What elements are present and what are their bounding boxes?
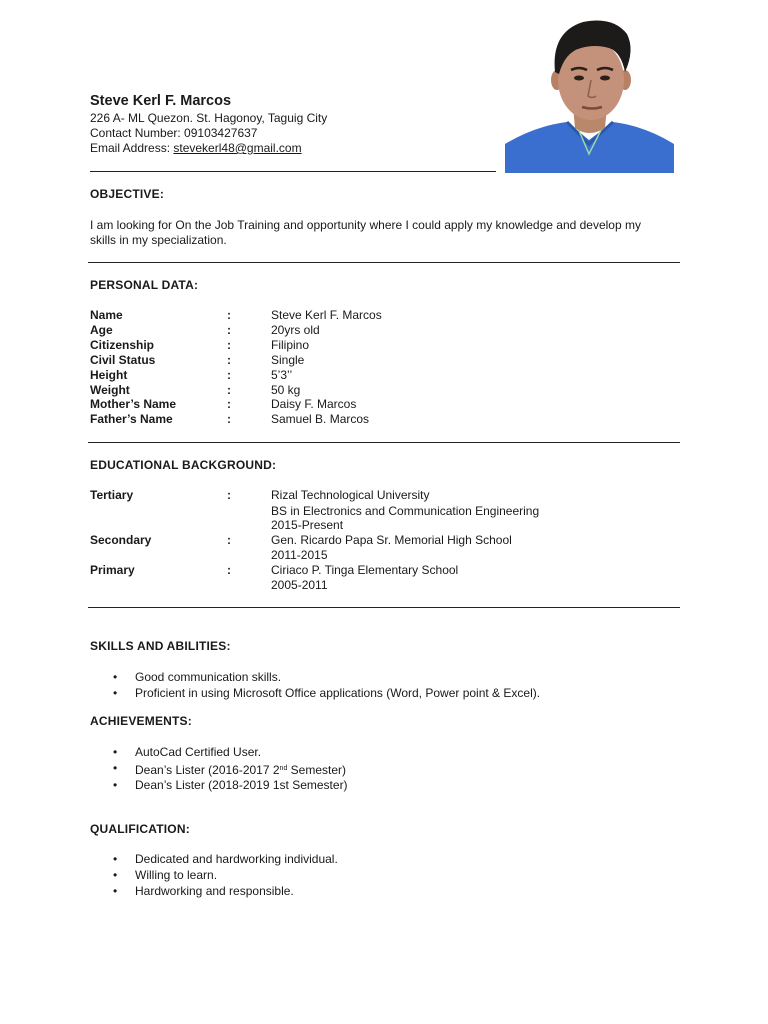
personal-divider (88, 442, 680, 443)
personal-data-title: PERSONAL DATA: (90, 278, 199, 292)
achievement-text (135, 761, 346, 778)
row-label: Age (90, 323, 113, 337)
row-value: Samuel B. Marcos (271, 412, 370, 426)
achievement-text: AutoCad Certified User. (135, 745, 262, 759)
qualification-title: QUALIFICATION: (90, 822, 190, 836)
row-label: Name (90, 308, 123, 322)
contact-line (90, 126, 257, 141)
tertiary-course: BS in Electronics and Communication Engineering (271, 504, 540, 518)
bullet-icon: • (113, 884, 118, 898)
row-colon: : (227, 412, 231, 426)
header-divider (90, 171, 496, 172)
skills-title: SKILLS AND ABILITIES: (90, 639, 231, 653)
objective-line-1: I am looking for On the Job Training and opportunity where I could apply my knowledge and develop my (90, 218, 641, 232)
profile-photo (505, 14, 674, 173)
row-colon: : (227, 533, 231, 547)
row-label: Primary (90, 563, 135, 577)
address-line: 226 A- ML Quezon. St. Hagonoy, Taguig City (90, 111, 328, 125)
row-label: Citizenship (90, 338, 155, 352)
row-value: 50 kg (271, 383, 301, 397)
applicant-name: Steve Kerl F. Marcos (90, 93, 232, 109)
row-colon: : (227, 383, 231, 397)
row-colon: : (227, 563, 231, 577)
skill-text: Proficient in using Microsoft Office applications (Word, Power point & Excel). (135, 686, 541, 700)
achievement-text-pre: Dean’s Lister (2016-2017 2 (135, 763, 280, 777)
row-label: Secondary (90, 533, 152, 547)
tertiary-years: 2015-Present (271, 518, 344, 532)
row-label: Mother’s Name (90, 397, 177, 411)
email-line (90, 141, 302, 156)
row-value: Single (271, 353, 305, 367)
achievements-title: ACHIEVEMENTS: (90, 714, 192, 728)
achievement-text-post: Semester) (287, 763, 347, 777)
row-colon: : (227, 397, 231, 411)
row-colon: : (227, 308, 231, 322)
email-label: Email Address: (90, 141, 174, 155)
bullet-icon: • (113, 778, 118, 792)
row-colon: : (227, 368, 231, 382)
primary-school: Ciriaco P. Tinga Elementary School (271, 563, 459, 577)
qualification-text: Dedicated and hardworking individual. (135, 852, 338, 866)
skill-text: Good communication skills. (135, 670, 282, 684)
bullet-icon: • (113, 670, 118, 684)
bullet-icon: • (113, 868, 118, 882)
row-value: Daisy F. Marcos (271, 397, 357, 411)
primary-years: 2005-2011 (271, 578, 328, 592)
row-colon: : (227, 323, 231, 337)
qualification-text: Hardworking and responsible. (135, 884, 294, 898)
row-value: Filipino (271, 338, 310, 352)
row-label: Father’s Name (90, 412, 173, 426)
qualification-text: Willing to learn. (135, 868, 218, 882)
education-title: EDUCATIONAL BACKGROUND: (90, 458, 277, 472)
bullet-icon: • (113, 852, 118, 866)
secondary-school: Gen. Ricardo Papa Sr. Memorial High School (271, 533, 512, 547)
email-link[interactable]: stevekerl48@gmail.com (173, 141, 302, 155)
row-value: Steve Kerl F. Marcos (271, 308, 382, 322)
row-label: Tertiary (90, 488, 134, 502)
education-divider (88, 607, 680, 608)
objective-text (90, 218, 680, 248)
objective-title: OBJECTIVE: (90, 187, 165, 201)
secondary-years: 2011-2015 (271, 548, 328, 562)
row-value: 20yrs old (271, 323, 320, 337)
achievement-text: Dean’s Lister (2018-2019 1st Semester) (135, 778, 348, 792)
objective-line-2: skills in my specialization. (90, 233, 227, 247)
row-colon: : (227, 353, 231, 367)
row-colon: : (227, 338, 231, 352)
bullet-icon: • (113, 745, 118, 759)
row-colon: : (227, 488, 231, 502)
tertiary-school: Rizal Technological University (271, 488, 430, 502)
row-label: Weight (90, 383, 130, 397)
portrait-illustration (505, 14, 674, 173)
bullet-icon: • (113, 686, 118, 700)
row-value: 5’3’’ (271, 368, 293, 382)
contact-number: 09103427637 (184, 126, 258, 140)
ordinal-superscript: nd (279, 765, 288, 772)
contact-label: Contact Number: (90, 126, 185, 140)
bullet-icon: • (113, 761, 118, 775)
row-label: Height (90, 368, 128, 382)
row-label: Civil Status (90, 353, 156, 367)
objective-divider (88, 262, 680, 263)
